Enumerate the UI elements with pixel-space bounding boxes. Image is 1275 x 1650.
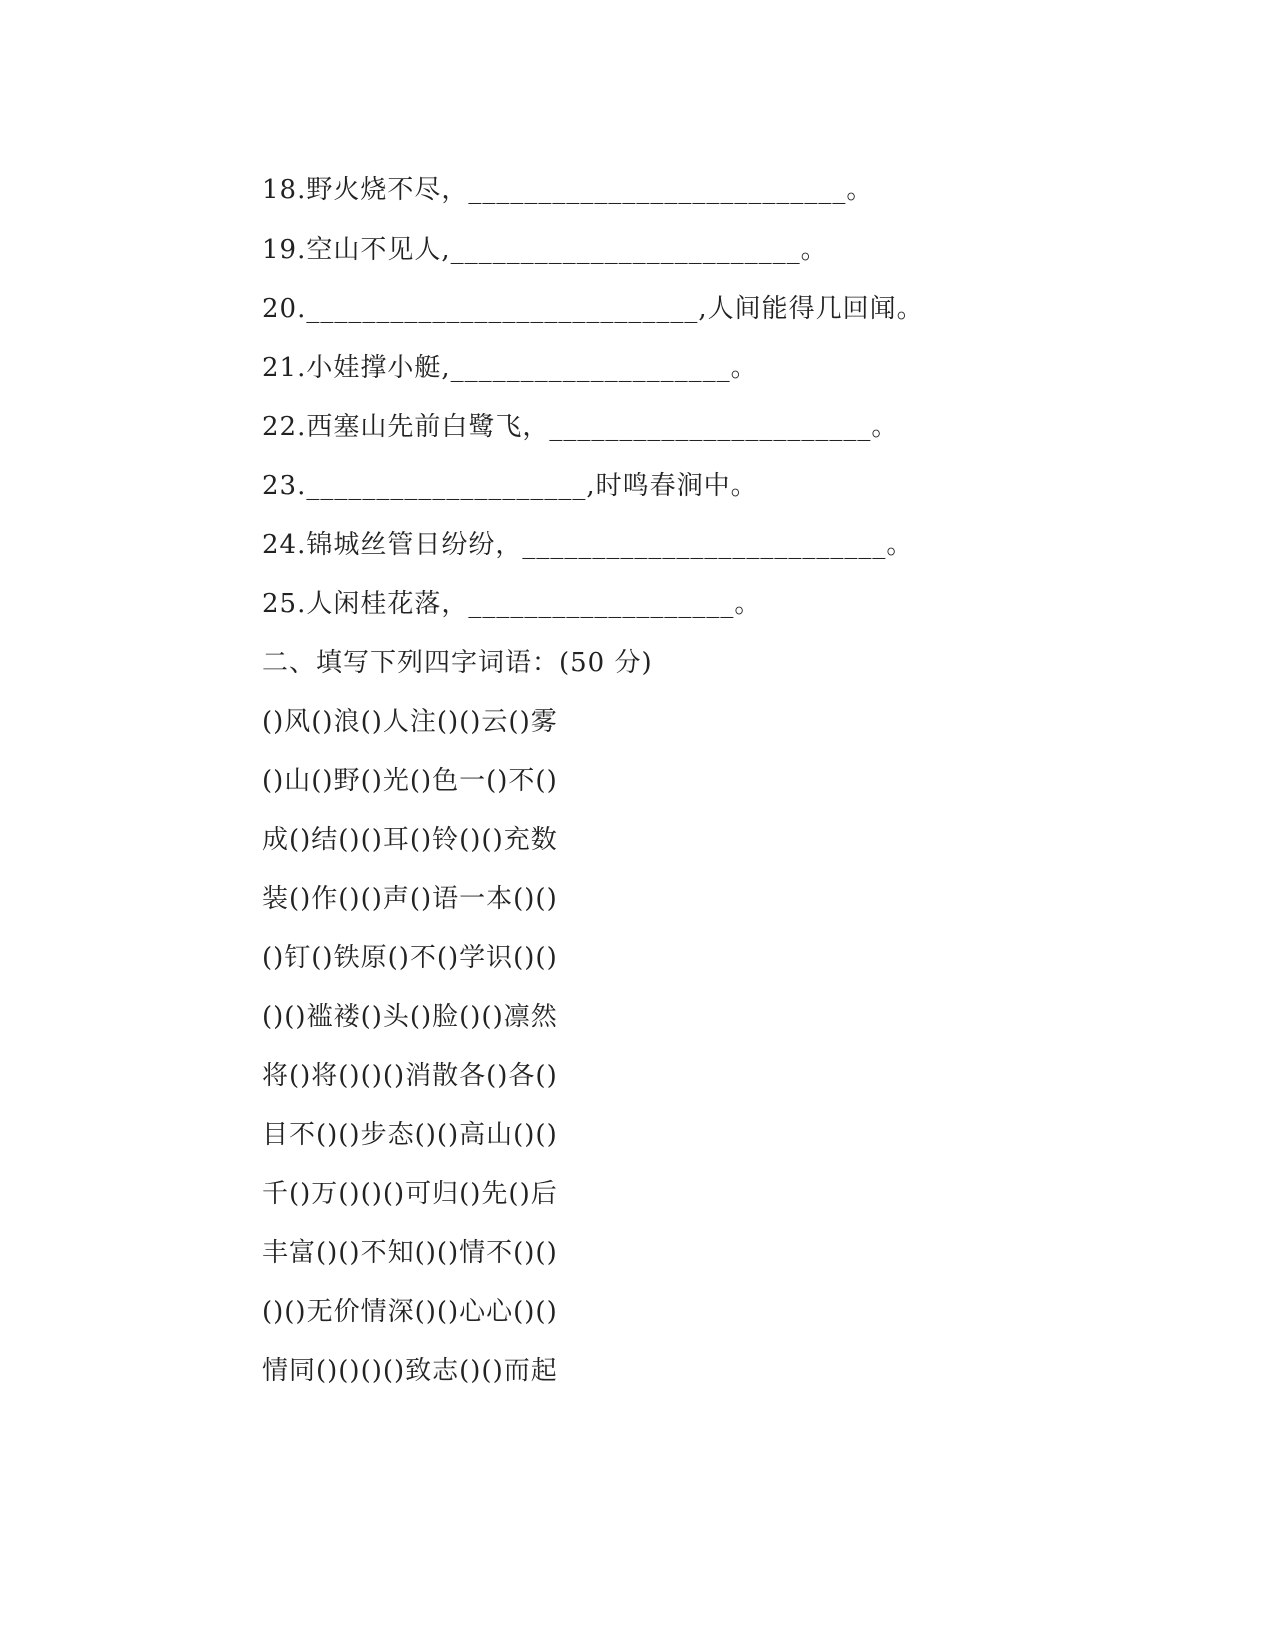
question-19: 19.空山不见人,_________________________。 bbox=[262, 235, 828, 265]
question-20: 20.____________________________,人间能得几回闻。 bbox=[262, 294, 924, 324]
idiom-row: ()山()野()光()色一()不() bbox=[262, 766, 558, 796]
idiom-row: 将()将()()()消散各()各() bbox=[262, 1061, 558, 1091]
section-two-heading: 二、填写下列四字词语：(50 分) bbox=[262, 648, 653, 678]
idiom-row: ()风()浪()人注()()云()雾 bbox=[262, 707, 558, 737]
idiom-row: 目不()()步态()()高山()() bbox=[262, 1120, 558, 1150]
idiom-row: ()钉()铁原()不()学识()() bbox=[262, 943, 558, 973]
idiom-row: 成()结()()耳()铃()()充数 bbox=[262, 825, 558, 855]
question-21: 21.小娃撑小艇,____________________。 bbox=[262, 353, 758, 383]
idiom-row: ()()无价情深()()心心()() bbox=[262, 1297, 558, 1327]
question-22: 22.西塞山先前白鹭飞，_______________________。 bbox=[262, 412, 899, 442]
question-25: 25.人闲桂花落，___________________。 bbox=[262, 589, 762, 619]
question-23: 23.____________________,时鸣春涧中。 bbox=[262, 471, 758, 501]
idiom-row: 情同()()()()致志()()而起 bbox=[262, 1356, 558, 1386]
question-18: 18.野火烧不尽，___________________________。 bbox=[262, 175, 874, 205]
idiom-row: 装()作()()声()语一本()() bbox=[262, 884, 558, 914]
idiom-row: 丰富()()不知()()情不()() bbox=[262, 1238, 558, 1268]
idiom-row: 千()万()()()可归()先()后 bbox=[262, 1179, 558, 1209]
idiom-row: ()()褴褛()头()脸()()凛然 bbox=[262, 1002, 558, 1032]
question-24: 24.锦城丝管日纷纷，__________________________。 bbox=[262, 530, 914, 560]
